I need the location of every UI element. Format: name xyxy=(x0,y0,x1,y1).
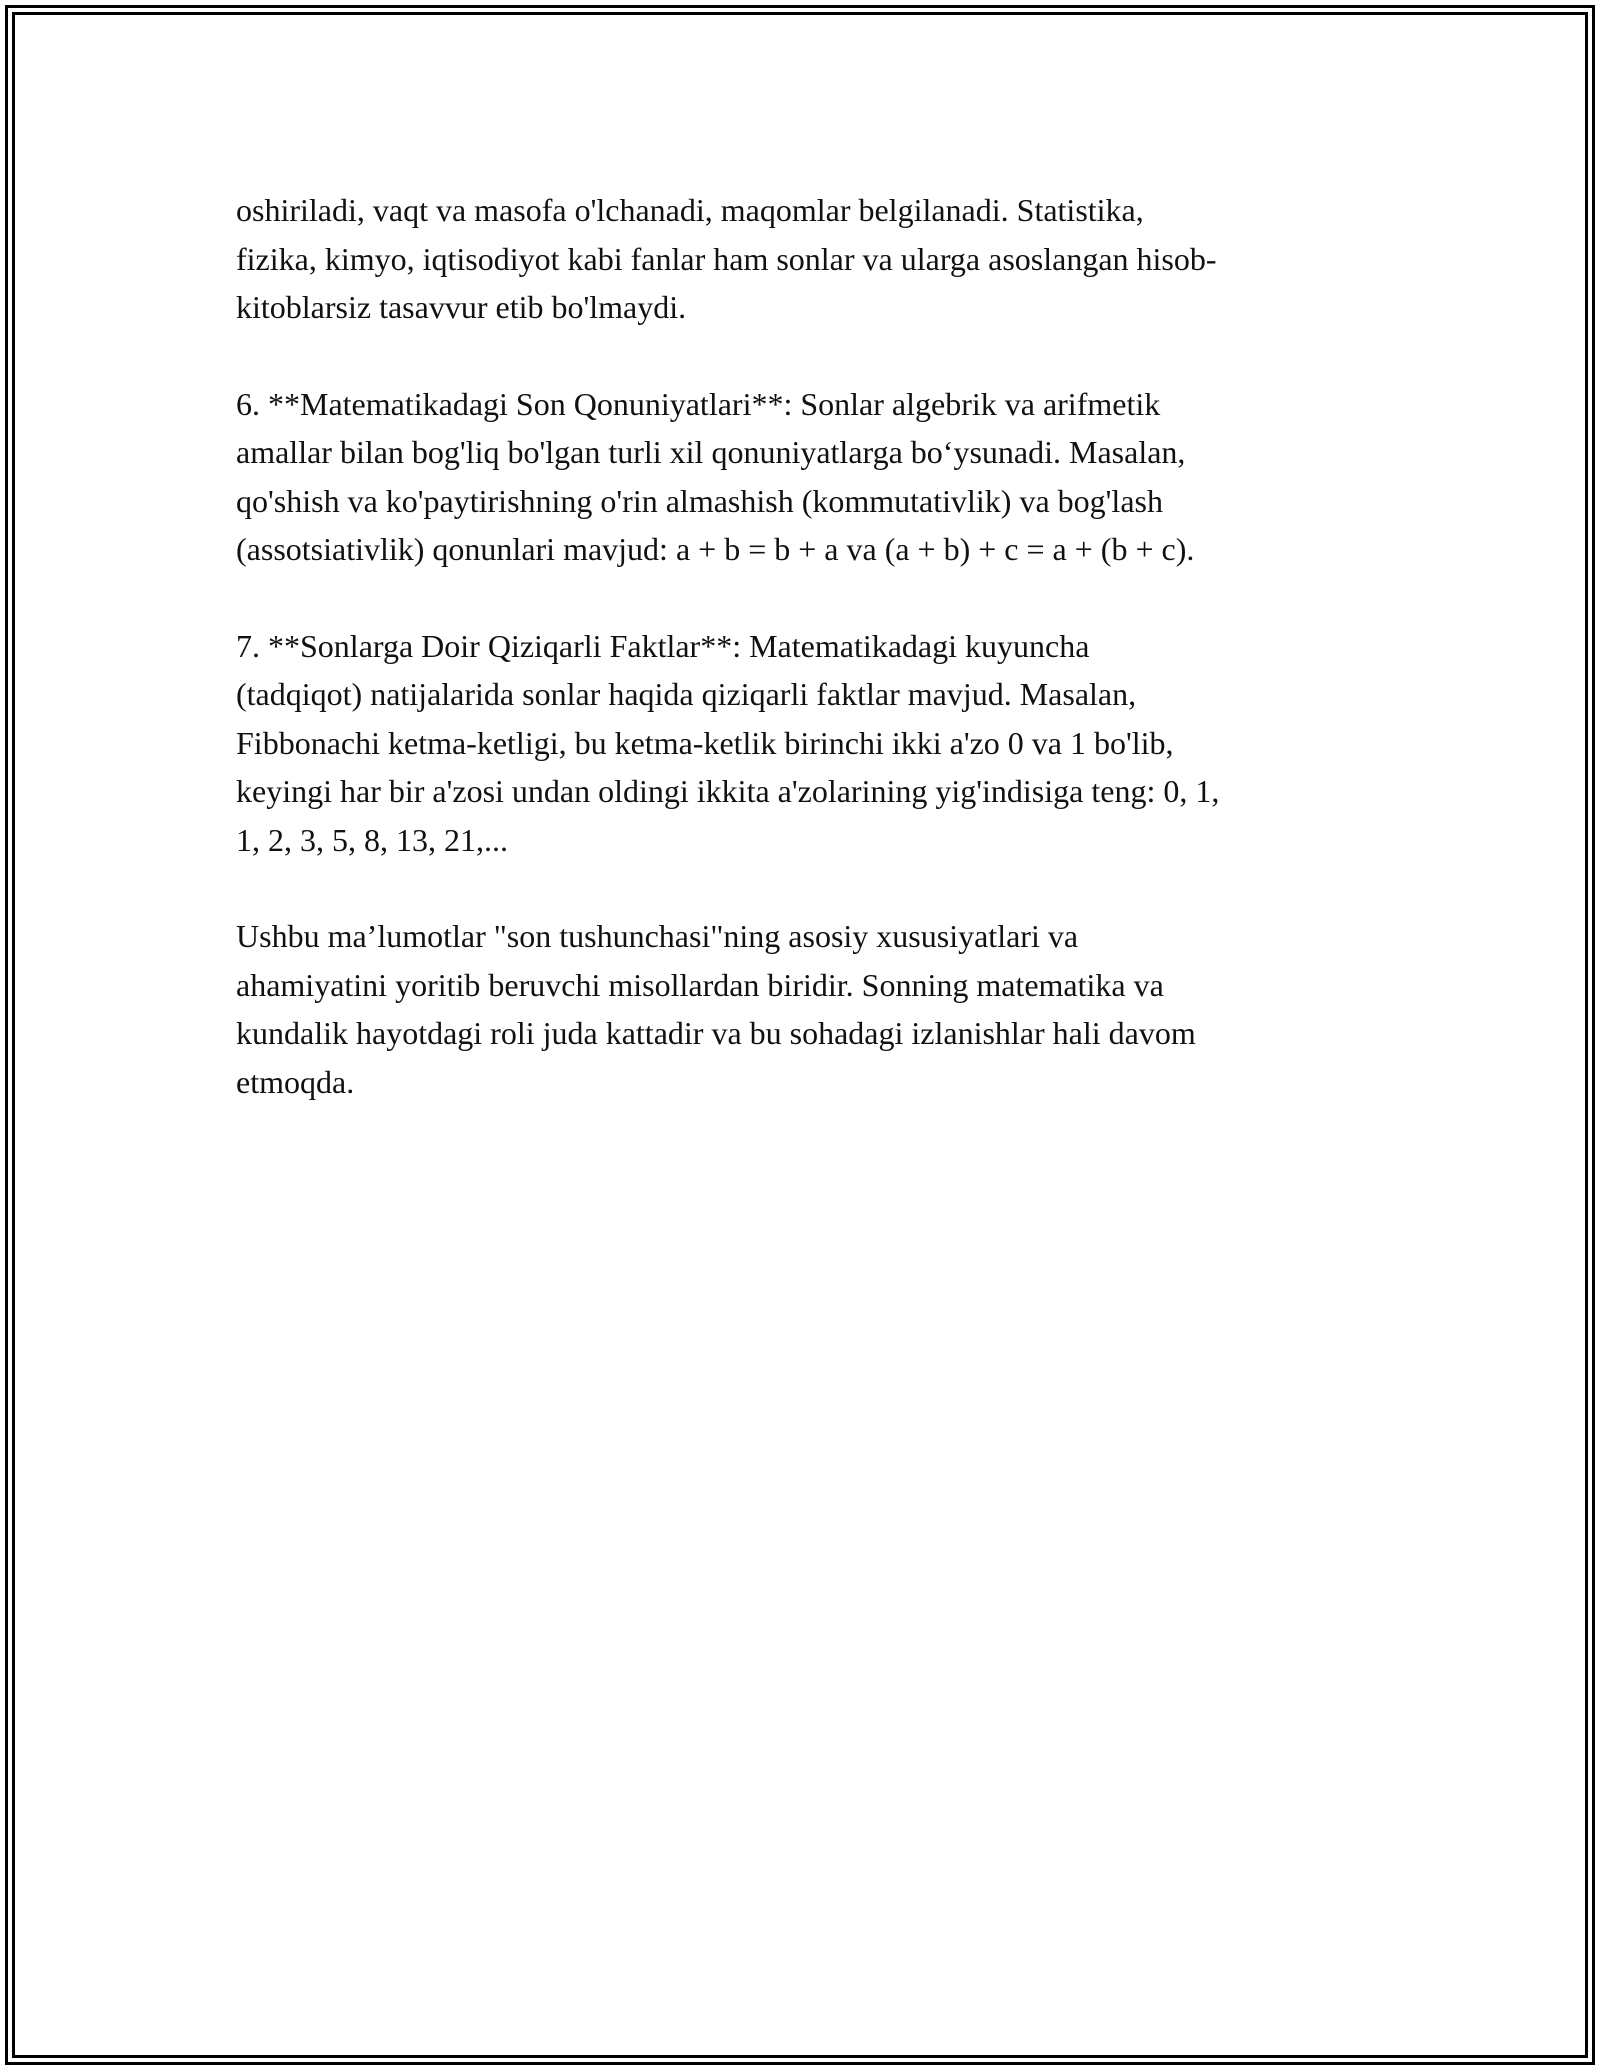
text-line: 6. **Matematikadagi Son Qonuniyatlari**: Sonlar algebrik va arifmetik xyxy=(236,385,1161,422)
text-line: 1, 2, 3, 5, 8, 13, 21,... xyxy=(236,821,508,858)
text-line: 7. **Sonlarga Doir Qiziqarli Faktlar**: Matematikadagi kuyuncha xyxy=(236,627,1090,664)
text-line: amallar bilan bog'liq bo'lgan turli xil qonuniyatlarga bo‘ysunadi. Masalan, xyxy=(236,434,1186,470)
text-line: keyingi har bir a'zosi undan oldingi ikkita a'zolarining yig'indisiga teng: 0, 1, xyxy=(236,773,1220,809)
paragraph-item-6 xyxy=(236,380,1364,574)
text-line: kundalik hayotdagi roli juda kattadir va bu sohadagi izlanishlar hali davom xyxy=(236,1015,1196,1051)
text-line: qo'shish va ko'paytirishning o'rin almashish (kommutativlik) va bog'lash xyxy=(236,482,1163,519)
text-line: kitoblarsiz tasavvur etib bo'lmaydi. xyxy=(236,289,687,325)
text-line: ahamiyatini yoritib beruvchi misollardan biridir. Sonning matematika va xyxy=(236,966,1164,1003)
paragraph-item-7 xyxy=(236,622,1364,865)
text-line: fizika, kimyo, iqtisodiyot kabi fanlar ham sonlar va ularga asoslangan hisob- xyxy=(236,240,1217,277)
paragraph-continuation xyxy=(236,186,1364,332)
text-line: Fibbonachi ketma-ketligi, bu ketma-ketlik birinchi ikki a'zo 0 va 1 bo'lib, xyxy=(236,724,1174,761)
text-line: etmoqda. xyxy=(236,1063,355,1100)
text-line: (tadqiqot) natijalarida sonlar haqida qiziqarli faktlar mavjud. Masalan, xyxy=(236,676,1137,712)
text-line: Ushbu ma’lumotlar "son tushunchasi"ning asosiy xususiyatlari va xyxy=(236,918,1079,954)
text-line: (assotsiativlik) qonunlari mavjud: a + b = b + a va (a + b) + c = a + (b + c). xyxy=(236,531,1195,567)
text-line: oshiriladi, vaqt va masofa o'lchanadi, maqomlar belgilanadi. Statistika, xyxy=(236,192,1144,228)
document-body xyxy=(236,186,1364,1154)
paragraph-conclusion xyxy=(236,912,1364,1106)
